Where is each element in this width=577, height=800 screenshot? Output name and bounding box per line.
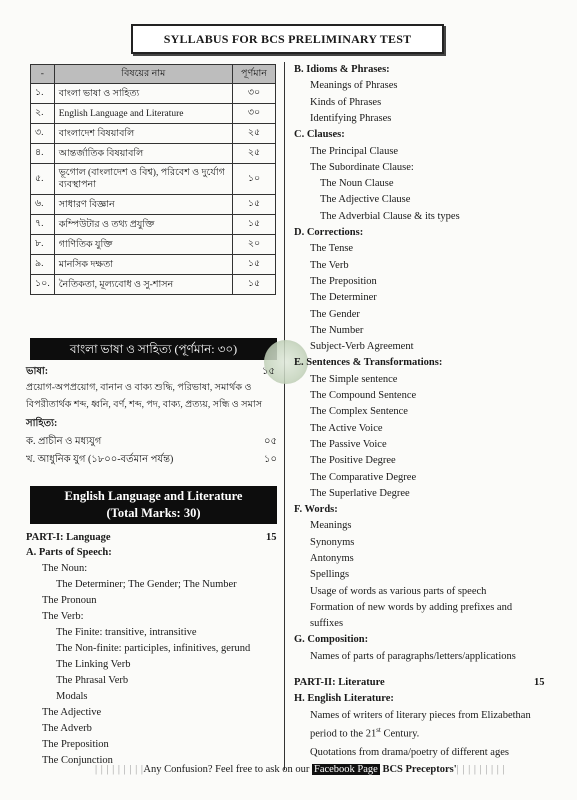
list-item: suffixes [310, 618, 344, 629]
row-marks: ১৫ [233, 275, 276, 295]
verb-sub-modals: Modals [56, 691, 88, 702]
list-item: Identifying Phrases [310, 113, 392, 124]
row-subject: গাণিতিক যুক্তি [54, 235, 232, 255]
section-f-heading: F. Words: [294, 504, 338, 515]
preposition-line: The Preposition [42, 739, 109, 750]
row-serial: ৩. [31, 124, 55, 144]
page-title: SYLLABUS FOR BCS PRELIMINARY TEST [131, 24, 444, 54]
sahitya-item-1: ক. প্রাচীন ও মধ্যযুগ [26, 436, 102, 447]
section-b-heading: B. Idioms & Phrases: [294, 64, 390, 75]
header-subject: বিষয়ের নাম [54, 65, 232, 84]
list-item: The Complex Sentence [310, 406, 408, 417]
section-h-heading: H. English Literature: [294, 693, 394, 704]
row-marks: ১০ [233, 164, 276, 195]
h-line2-sup: st [376, 726, 381, 734]
verb-sub-nonfinite: The Non-finite: participles, infinitives, gerund [56, 643, 251, 654]
list-item: The Principal Clause [310, 146, 399, 157]
list-item: Meanings of Phrases [310, 80, 398, 91]
list-item: The Active Voice [310, 423, 383, 434]
bhasha-topics-line1: প্রয়োগ-অপপ্রয়োগ, বানান ও বাক্য শুদ্ধি, পরিভাষা, সমার্থক ও [26, 382, 252, 393]
verb-line: The Verb: [42, 611, 84, 622]
header-serial: - [31, 65, 55, 84]
row-marks: ২৫ [233, 124, 276, 144]
verb-sub-finite: The Finite: transitive, intransitive [56, 627, 197, 638]
footer-bars-left: | | | | | | | | | [95, 764, 144, 775]
list-item: The Noun Clause [320, 178, 394, 189]
part2-marks: 15 [534, 677, 545, 688]
row-serial: ৮. [31, 235, 55, 255]
sahitya-label: সাহিত্য: [26, 418, 58, 429]
table-row [31, 144, 276, 164]
list-item: The Determiner [310, 292, 377, 303]
list-item: Meanings [310, 520, 352, 531]
list-item: Spellings [310, 569, 350, 580]
list-item: The Subordinate Clause: [310, 162, 414, 173]
row-marks: ১৫ [233, 195, 276, 215]
adverb-line: The Adverb [42, 723, 92, 734]
section-c-heading: C. Clauses: [294, 129, 345, 140]
row-subject: বাংলাদেশ বিষয়াবলি [54, 124, 232, 144]
list-item: The Adverbial Clause & its types [320, 211, 460, 222]
h-line2 [310, 726, 419, 740]
bhasha-marks: ১৫ [262, 366, 275, 377]
pronoun-line: The Pronoun [42, 595, 97, 606]
list-item: The Comparative Degree [310, 472, 417, 483]
row-serial: ৫. [31, 164, 55, 195]
row-marks: ২০ [233, 235, 276, 255]
list-item: The Compound Sentence [310, 390, 417, 401]
row-marks: ২৫ [233, 144, 276, 164]
list-item: The Positive Degree [310, 455, 396, 466]
part1-marks: 15 [266, 532, 277, 543]
sahitya-item-1-marks: ০৫ [264, 436, 277, 447]
subject-marks-table [30, 64, 276, 295]
list-item: Names of parts of paragraphs/letters/applications [310, 651, 516, 662]
row-subject: আন্তর্জাতিক বিষয়াবলি [54, 144, 232, 164]
table-row [31, 195, 276, 215]
row-serial: ৯. [31, 255, 55, 275]
section-d-heading: D. Corrections: [294, 227, 364, 238]
h-line3: Quotations from drama/poetry of different ages [310, 747, 509, 758]
list-item: The Tense [310, 243, 354, 254]
verb-sub-phrasal: The Phrasal Verb [56, 675, 129, 686]
list-item: The Verb [310, 260, 349, 271]
table-row [31, 104, 276, 124]
table-row [31, 164, 276, 195]
h-line2-a: period to the 21 [310, 728, 377, 740]
table-row [31, 215, 276, 235]
english-section-header [30, 486, 277, 524]
row-serial: ৬. [31, 195, 55, 215]
row-serial: ১০. [31, 275, 55, 295]
section-g-heading: G. Composition: [294, 634, 369, 645]
list-item: The Passive Voice [310, 439, 387, 450]
part2-heading: PART-II: Literature [294, 677, 385, 688]
bhasha-topics-line2: বিপরীতার্থক শব্দ, ধ্বনি, বর্ণ, শব্দ, পদ, বাক্য, প্রত্যয়, সন্ধি ও সমাস [26, 399, 263, 410]
row-subject: সাধারণ বিজ্ঞান [54, 195, 232, 215]
section-a-heading: A. Parts of Speech: [26, 547, 112, 558]
table-row [31, 275, 276, 295]
row-serial: ১. [31, 84, 55, 104]
row-subject: কম্পিউটার ও তথ্য প্রযুক্তি [54, 215, 232, 235]
h-line2-b: Century. [380, 728, 420, 740]
row-subject: নৈতিকতা, মূল্যবোধ ও সু-শাসন [54, 275, 232, 295]
table-row [31, 235, 276, 255]
list-item: The Number [310, 325, 364, 336]
row-subject: বাংলা ভাষা ও সাহিত্য [54, 84, 232, 104]
footer-banner [95, 762, 506, 778]
part1-heading: PART-I: Language [26, 532, 111, 543]
row-marks: ১৫ [233, 215, 276, 235]
h-line1: Names of writers of literary pieces from Elizabethan [310, 710, 531, 721]
facebook-page-link[interactable]: Facebook Page [313, 764, 378, 775]
row-marks: ৩০ [233, 104, 276, 124]
list-item: The Simple sentence [310, 374, 398, 385]
sahitya-item-2: খ. আধুনিক যুগ (১৮০০-বর্তমান পর্যন্ত) [26, 454, 174, 465]
bangla-section-header: বাংলা ভাষা ও সাহিত্য (পূর্ণমান: ৩০) [30, 338, 277, 360]
row-serial: ২. [31, 104, 55, 124]
footer-text1: Any Confusion? Feel free to ask on our [143, 764, 312, 775]
row-serial: ৭. [31, 215, 55, 235]
adjective-line: The Adjective [42, 707, 102, 718]
row-serial: ৪. [31, 144, 55, 164]
list-item: Subject-Verb Agreement [310, 341, 414, 352]
list-item: Kinds of Phrases [310, 97, 382, 108]
footer-text2: BCS Preceptors' [379, 764, 457, 775]
verb-sub-linking: The Linking Verb [56, 659, 131, 670]
bhasha-label: ভাষা: [26, 366, 49, 377]
list-item: Usage of words as various parts of speech [310, 586, 487, 597]
noun-line: The Noun: [42, 563, 88, 574]
list-item: The Superlative Degree [310, 488, 410, 499]
noun-sub-line: The Determiner; The Gender; The Number [56, 579, 237, 590]
row-subject: ভূগোল (বাংলাদেশ ও বিশ্ব), পরিবেশ ও দুর্যোগ ব্যবস্থাপনা [54, 164, 232, 195]
table-row [31, 255, 276, 275]
list-item: Antonyms [310, 553, 354, 564]
list-item: Synonyms [310, 537, 355, 548]
english-header-line1: English Language and Literature [64, 489, 243, 503]
row-marks: ১৫ [233, 255, 276, 275]
table-header-row [31, 65, 276, 84]
row-subject: মানসিক দক্ষতা [54, 255, 232, 275]
list-item: The Gender [310, 309, 360, 320]
table-row [31, 124, 276, 144]
list-item: Formation of new words by adding prefixes and [310, 602, 513, 613]
column-divider [284, 62, 285, 770]
list-item: The Adjective Clause [320, 194, 411, 205]
section-e-heading: E. Sentences & Transformations: [294, 357, 443, 368]
header-marks: পূর্ণমান [233, 65, 276, 84]
conjunction-line: The Conjunction [42, 755, 113, 766]
english-header-line2: (Total Marks: 30) [106, 506, 201, 520]
footer-bars-right: | | | | | | | | | [456, 764, 506, 775]
table-row [31, 84, 276, 104]
row-marks: ৩০ [233, 84, 276, 104]
list-item: The Preposition [310, 276, 377, 287]
sahitya-item-2-marks: ১০ [264, 454, 277, 465]
row-subject: English Language and Literature [54, 104, 232, 124]
